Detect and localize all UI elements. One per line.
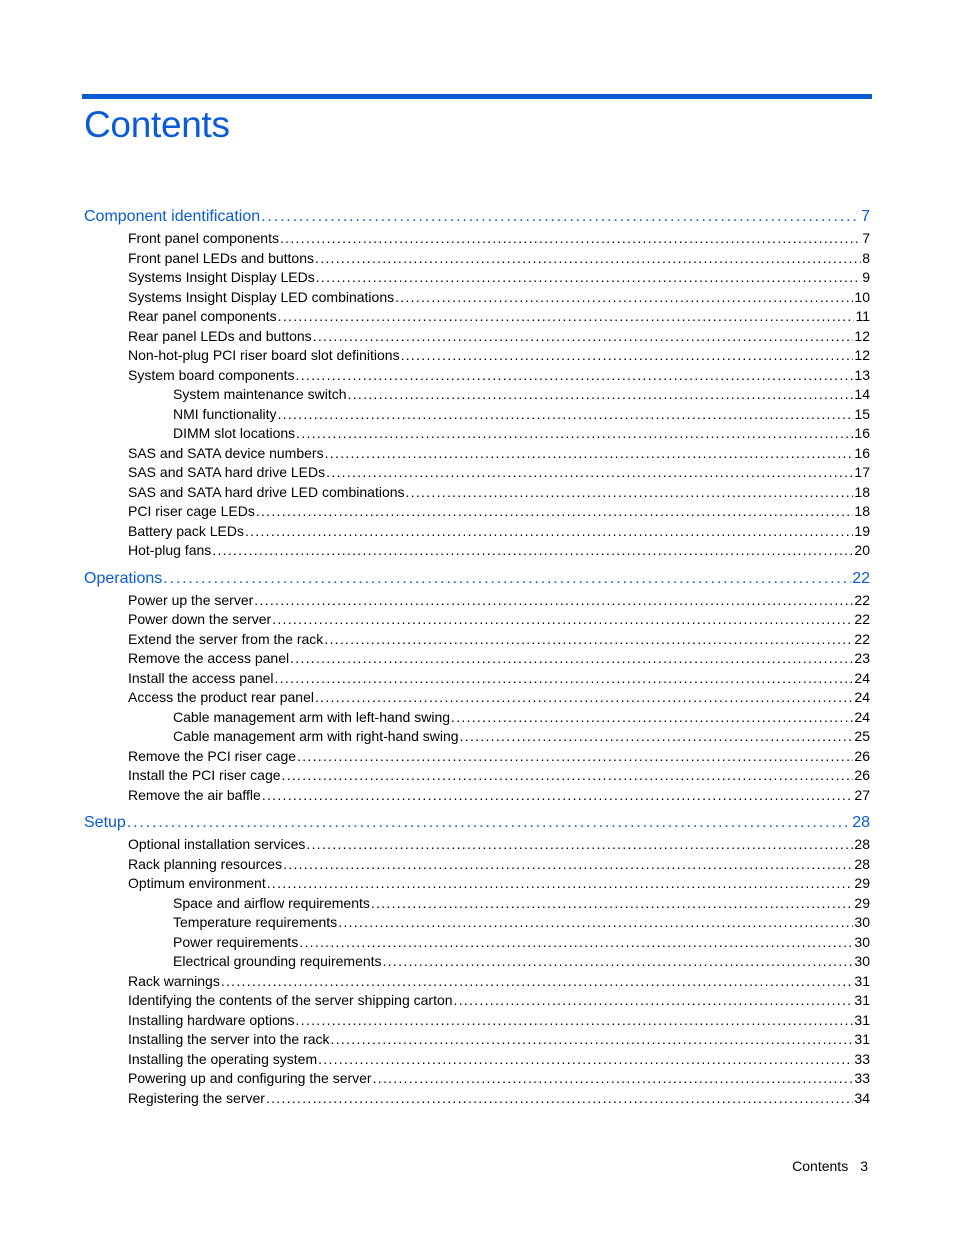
dot-leader <box>266 1089 853 1109</box>
toc-page-number: 22 <box>854 630 870 647</box>
dot-leader <box>460 727 854 747</box>
toc-page-number: 30 <box>854 914 870 930</box>
toc-entry[interactable] <box>84 1089 870 1109</box>
toc-entry[interactable] <box>84 229 870 249</box>
toc-page-number: 12 <box>854 327 870 344</box>
toc-page-number: 24 <box>854 708 870 725</box>
toc-entry[interactable] <box>84 268 870 288</box>
toc-entry[interactable] <box>84 424 870 444</box>
toc-entry[interactable] <box>84 835 870 855</box>
toc-entry-label: Installing the server into the rack <box>128 1031 330 1047</box>
toc-page-number: 16 <box>854 444 870 461</box>
toc-page-number: 26 <box>854 747 870 764</box>
toc-entry-label: Power requirements <box>173 933 299 950</box>
dot-leader <box>261 205 860 229</box>
toc-entry-label: Front panel LEDs and buttons <box>128 249 315 266</box>
dot-leader <box>326 463 853 483</box>
toc-entry[interactable] <box>84 874 870 894</box>
toc-page-number: 33 <box>854 1050 870 1067</box>
toc-page-number: 17 <box>854 464 870 480</box>
toc-page-number: 25 <box>854 728 870 744</box>
toc-page-number: 22 <box>854 591 870 608</box>
dot-leader <box>318 1050 853 1070</box>
toc-section-setup[interactable] <box>84 811 870 835</box>
toc-entry[interactable] <box>84 385 870 405</box>
toc-entry-label: Identifying the contents of the server shipping carton <box>128 992 453 1008</box>
dot-leader <box>325 444 854 464</box>
toc-entry-label: Extend the server from the rack <box>128 630 324 647</box>
toc-page-number: 30 <box>854 933 870 950</box>
toc-page-number: 31 <box>854 1031 870 1047</box>
toc-page-number: 16 <box>854 425 870 441</box>
toc-entry[interactable] <box>84 366 870 386</box>
toc-page-number: 10 <box>854 288 870 305</box>
dot-leader <box>315 688 853 708</box>
page-title: Contents <box>84 104 230 145</box>
toc-entry-label: Rack warnings <box>128 972 220 989</box>
toc-entry-label: Installing hardware options <box>128 1011 295 1028</box>
toc-page-number: 13 <box>854 366 870 383</box>
toc-page-number: 24 <box>854 689 870 705</box>
toc-entry-label: SAS and SATA device numbers <box>128 444 324 461</box>
toc-entry[interactable] <box>84 522 870 542</box>
toc-entry-label: Non-hot-plug PCI riser board slot definitions <box>128 347 400 363</box>
toc-entry[interactable] <box>84 327 870 347</box>
toc-page-number: 7 <box>861 208 870 225</box>
dot-leader <box>212 541 853 561</box>
toc-page-number: 31 <box>854 972 870 989</box>
toc-entry[interactable] <box>84 669 870 689</box>
dot-leader <box>454 991 854 1011</box>
toc-page-number: 33 <box>854 1070 870 1086</box>
toc-entry-label: Rear panel LEDs and buttons <box>128 327 312 344</box>
toc-section-title: Component identification <box>84 208 261 225</box>
toc-entry-label: Electrical grounding requirements <box>173 953 382 969</box>
dot-leader <box>283 855 853 875</box>
dot-leader <box>221 972 854 992</box>
dot-leader <box>254 591 853 611</box>
toc-entry[interactable] <box>84 952 870 972</box>
toc-entry[interactable] <box>84 288 870 308</box>
toc-page-number: 18 <box>854 483 870 500</box>
toc-entry[interactable] <box>84 972 870 992</box>
toc-entry-label: Cable management arm with left-hand swing <box>173 708 451 725</box>
dot-leader <box>348 385 854 405</box>
toc-section-title: Setup <box>84 814 126 831</box>
dot-leader <box>401 346 854 366</box>
toc-entry-label: Cable management arm with right-hand swing <box>173 728 459 744</box>
toc-entry-label: Remove the air baffle <box>128 786 261 803</box>
toc-page-number: 29 <box>854 894 870 911</box>
toc-page-number: 23 <box>854 650 870 666</box>
toc-entry[interactable] <box>84 649 870 669</box>
toc-entry[interactable] <box>84 541 870 561</box>
toc-entry-label: NMI functionality <box>173 405 277 422</box>
toc-entry[interactable] <box>84 630 870 650</box>
dot-leader <box>306 835 853 855</box>
toc-entry-label: SAS and SATA hard drive LEDs <box>128 464 326 480</box>
toc-entry-label: Power down the server <box>128 611 272 627</box>
toc-entry-label: Powering up and configuring the server <box>128 1070 372 1086</box>
toc-entry[interactable] <box>84 766 870 786</box>
toc-entry-label: Access the product rear panel <box>128 689 314 705</box>
toc-page-number: 12 <box>854 347 870 363</box>
toc-entry[interactable] <box>84 855 870 875</box>
toc-entry-label: DIMM slot locations <box>173 425 296 441</box>
toc-page-number: 15 <box>854 405 870 422</box>
toc-entry-label: Systems Insight Display LED combinations <box>128 288 395 305</box>
toc-page-number: 28 <box>854 836 870 852</box>
dot-leader <box>324 630 853 650</box>
toc-entry[interactable] <box>84 894 870 914</box>
toc-page-number: 31 <box>854 1011 870 1028</box>
dot-leader <box>296 424 853 444</box>
dot-leader <box>275 669 854 689</box>
dot-leader <box>315 249 861 269</box>
toc-entry-label: Registering the server <box>128 1089 265 1106</box>
footer-label: Contents <box>792 1158 849 1174</box>
dot-leader <box>406 483 854 503</box>
dot-leader <box>290 649 853 669</box>
toc-entry[interactable] <box>84 688 870 708</box>
toc-entry-label: Power up the server <box>128 591 254 608</box>
toc-entry-label: Rear panel components <box>128 308 277 324</box>
dot-leader <box>163 567 851 591</box>
toc-page-number: 14 <box>854 386 870 402</box>
dot-leader <box>373 1069 854 1089</box>
toc-entry-label: Installing the operating system <box>128 1050 318 1067</box>
toc-entry-label: Install the access panel <box>128 669 274 686</box>
toc-page-number: 11 <box>855 308 870 324</box>
toc-page-number: 31 <box>854 992 870 1008</box>
dot-leader <box>245 522 853 542</box>
footer-page-number: 3 <box>860 1158 868 1174</box>
toc-entry[interactable] <box>84 727 870 747</box>
dot-leader <box>338 913 853 933</box>
dot-leader <box>371 894 854 914</box>
toc-entry[interactable] <box>84 1030 870 1050</box>
toc-page-number: 28 <box>854 855 870 872</box>
toc-page-number: 20 <box>854 542 870 558</box>
dot-leader <box>299 933 853 953</box>
toc-entry-label: Remove the PCI riser cage <box>128 747 297 764</box>
toc-entry[interactable] <box>84 610 870 630</box>
toc-entry[interactable] <box>84 991 870 1011</box>
dot-leader <box>127 811 851 835</box>
toc-section-operations[interactable] <box>84 567 870 591</box>
toc-page-number: 22 <box>854 611 870 627</box>
dot-leader <box>383 952 854 972</box>
toc-page-number: 28 <box>852 814 870 831</box>
dot-leader <box>272 610 853 630</box>
dot-leader <box>282 766 854 786</box>
dot-leader <box>296 1011 854 1031</box>
toc-entry[interactable] <box>84 591 870 611</box>
table-of-contents <box>84 205 870 1108</box>
toc-entry[interactable] <box>84 249 870 269</box>
toc-entry[interactable] <box>84 483 870 503</box>
toc-page-number: 22 <box>852 569 870 587</box>
toc-entry-label: Front panel components <box>128 230 279 246</box>
toc-entry-label: Space and airflow requirements <box>173 894 370 911</box>
toc-entry-label: Optional installation services <box>128 836 306 852</box>
toc-entry[interactable] <box>84 708 870 728</box>
dot-leader <box>280 229 861 249</box>
toc-page-number: 7 <box>862 230 870 246</box>
toc-entry[interactable] <box>84 1069 870 1089</box>
toc-page-number: 29 <box>854 875 870 891</box>
toc-entry[interactable] <box>84 463 870 483</box>
dot-leader <box>277 405 853 425</box>
toc-entry[interactable] <box>84 444 870 464</box>
toc-entry[interactable] <box>84 1011 870 1031</box>
toc-entry[interactable] <box>84 1050 870 1070</box>
toc-entry-label: Optimum environment <box>128 875 266 891</box>
dot-leader <box>256 502 854 522</box>
toc-entry[interactable] <box>84 307 870 327</box>
toc-entry[interactable] <box>84 346 870 366</box>
toc-entry-label: PCI riser cage LEDs <box>128 503 255 519</box>
toc-entry[interactable] <box>84 786 870 806</box>
title-rule <box>82 94 872 99</box>
toc-entry-label: System maintenance switch <box>173 386 347 402</box>
toc-entry-label: Install the PCI riser cage <box>128 767 281 783</box>
toc-entry[interactable] <box>84 502 870 522</box>
toc-page-number: 9 <box>862 269 870 285</box>
toc-page-number: 34 <box>854 1089 870 1106</box>
toc-page-number: 30 <box>854 953 870 969</box>
dot-leader <box>313 327 854 347</box>
toc-entry-label: Rack planning resources <box>128 855 283 872</box>
dot-leader <box>278 307 855 327</box>
dot-leader <box>267 874 854 894</box>
toc-entry[interactable] <box>84 747 870 767</box>
dot-leader <box>262 786 854 806</box>
toc-entry-label: System board components <box>128 366 295 383</box>
toc-page-number: 27 <box>854 786 870 803</box>
toc-section-component-identification[interactable] <box>84 205 870 229</box>
toc-entry-label: Systems Insight Display LEDs <box>128 269 315 285</box>
toc-page-number: 24 <box>854 669 870 686</box>
toc-entry-label: Battery pack LEDs <box>128 522 244 539</box>
dot-leader <box>331 1030 854 1050</box>
toc-entry-label: Hot-plug fans <box>128 542 212 558</box>
toc-page-number: 8 <box>862 249 870 266</box>
toc-entry[interactable] <box>84 933 870 953</box>
toc-entry[interactable] <box>84 405 870 425</box>
toc-page-number: 18 <box>854 503 870 519</box>
toc-entry-label: SAS and SATA hard drive LED combinations <box>128 483 405 500</box>
toc-page-number: 19 <box>854 522 870 539</box>
dot-leader <box>395 288 853 308</box>
toc-page-number: 26 <box>854 767 870 783</box>
toc-entry[interactable] <box>84 913 870 933</box>
dot-leader <box>451 708 853 728</box>
toc-section-title: Operations <box>84 569 163 587</box>
dot-leader <box>297 747 853 767</box>
dot-leader <box>316 268 861 288</box>
dot-leader <box>296 366 854 386</box>
toc-entry-label: Temperature requirements <box>173 914 338 930</box>
page-footer <box>792 1158 868 1174</box>
toc-entry-label: Remove the access panel <box>128 650 290 666</box>
